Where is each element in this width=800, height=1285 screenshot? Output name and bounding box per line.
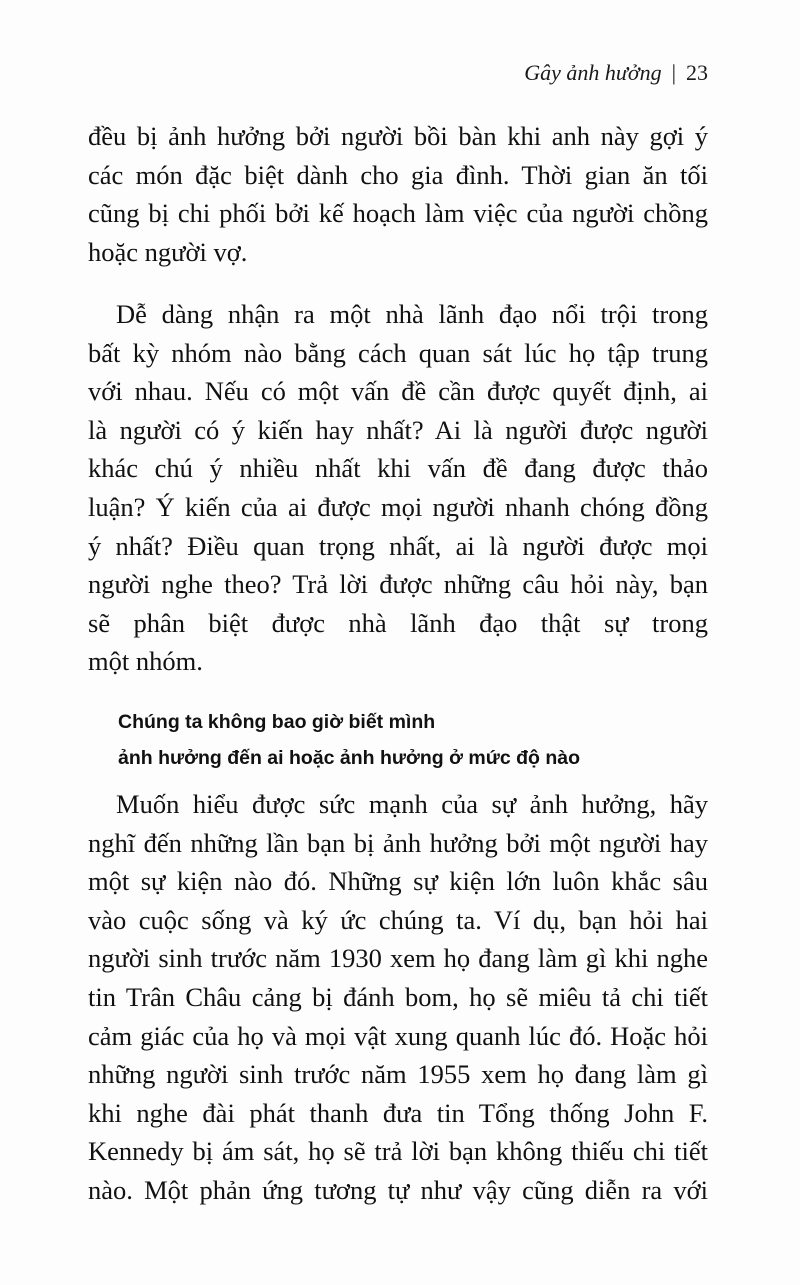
paragraph-2 [88,295,708,681]
text-line: Dễ dàng nhận ra một nhà lãnh đạo nổi trội trong [116,299,708,329]
text-line: với nhau. Nếu có một vấn đề cần được quyết định, ai [88,376,708,407]
separator: | [671,60,676,85]
text-line: luận? Ý kiến của ai được mọi người nhanh chóng đồng [88,491,708,522]
text-line: các món đặc biệt dành cho gia đình. Thời gian ăn tối [88,159,708,190]
heading-line: ảnh hưởng đến ai hoặc ảnh hưởng ở mức độ nào [118,747,581,769]
text-line: nào. Một phản ứng tương tự như vậy cũng diễn ra với [88,1174,708,1205]
text-line: một sự kiện nào đó. Những sự kiện lớn luôn khắc sâu [88,866,708,897]
chapter-title: Gây ảnh hưởng [524,60,662,85]
text-line: khác chú ý nhiều nhất khi vấn đề đang được thảo [88,453,708,484]
text-line: cảm giác của họ và mọi vật xung quanh lúc đó. Hoặc hỏi [88,1020,708,1051]
text-line: đều bị ảnh hưởng bởi người bồi bàn khi anh này gợi ý [88,121,708,151]
section-heading [118,704,718,776]
text-line: vào cuộc sống và ký ức chúng ta. Ví dụ, bạn hỏi hai [88,904,708,935]
text-line: là người có ý kiến hay nhất? Ai là người được người [88,414,708,445]
text-line: Muốn hiểu được sức mạnh của sự ảnh hưởng, hãy [116,789,708,819]
text-line: người nghe theo? Trả lời được những câu hỏi này, bạn [88,569,708,600]
paragraph-3 [88,785,708,1210]
text-line: bất kỳ nhóm nào bằng cách quan sát lúc họ tập trung [88,337,708,368]
text-line: khi nghe đài phát thanh đưa tin Tổng thống John F. [88,1097,708,1128]
text-line: hoặc người vợ. [88,236,248,267]
text-line: sẽ phân biệt được nhà lãnh đạo thật sự trong [88,607,708,638]
text-line: Kennedy bị ám sát, họ sẽ trả lời bạn không thiếu chi tiết [88,1136,708,1167]
page-number: 23 [686,60,708,85]
text-line: người sinh trước năm 1930 xem họ đang làm gì khi nghe [88,943,708,974]
text-line: những người sinh trước năm 1955 xem họ đang làm gì [88,1059,708,1090]
text-line: một nhóm. [88,646,203,677]
text-line: tin Trân Châu cảng bị đánh bom, họ sẽ miêu tả chi tiết [88,981,708,1012]
text-line: cũng bị chi phối bởi kế hoạch làm việc của người chồng [88,198,708,229]
text-line: nghĩ đến những lần bạn bị ảnh hưởng bởi một người hay [88,827,708,858]
heading-line: Chúng ta không bao giờ biết mình [118,711,436,733]
paragraph-1 [88,117,708,271]
text-line: ý nhất? Điều quan trọng nhất, ai là người được mọi [88,530,708,561]
running-head [524,60,708,86]
